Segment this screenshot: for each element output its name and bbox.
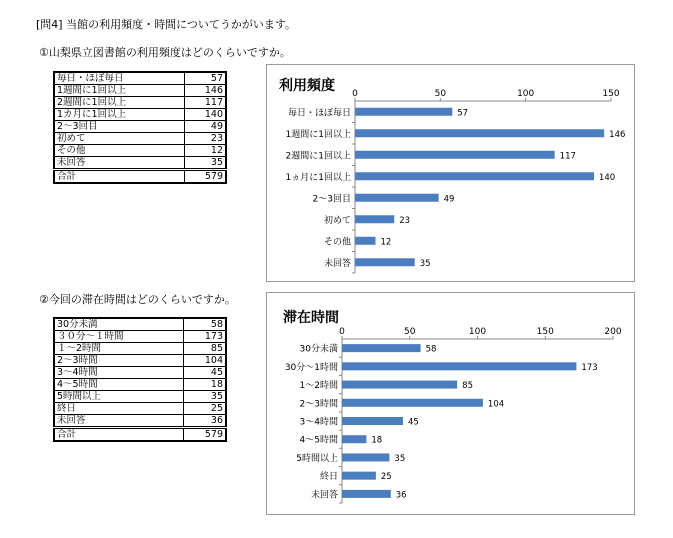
category-label: 初めて: [323, 215, 351, 226]
table-total-row: [54, 428, 226, 442]
bar: [355, 172, 594, 180]
category-label: 30分未満: [299, 344, 338, 355]
bar: [342, 490, 391, 498]
category-label: その他: [323, 237, 351, 248]
row-value: 35: [183, 391, 226, 403]
data-label: 35: [394, 453, 406, 464]
x-tick-label: 50: [434, 89, 447, 99]
bar: [355, 129, 604, 137]
x-tick-label: 100: [517, 89, 535, 99]
data-label: 25: [380, 472, 392, 483]
data-label: 45: [407, 417, 419, 428]
row-value: 58: [183, 318, 226, 331]
bar: [342, 344, 421, 352]
stay-time-table: [53, 317, 227, 442]
table-row: [54, 133, 226, 145]
bar: [342, 399, 483, 407]
row-value: 45: [183, 367, 226, 379]
bar: [342, 435, 366, 443]
category-label: 4～5時間: [299, 435, 338, 446]
frequency-chart-panel: [266, 64, 635, 282]
table-row: [54, 355, 226, 367]
data-label: 35: [419, 258, 431, 269]
data-label: 146: [609, 129, 626, 140]
question-1-heading: ①山梨県立図書館の利用頻度はどのくらいですか。: [39, 46, 291, 59]
table-row: [54, 367, 226, 379]
row-value: 57: [185, 72, 226, 85]
x-tick-label: 100: [468, 327, 487, 337]
x-tick-label: 200: [604, 327, 622, 337]
question-heading: [問4] 当館の利用頻度・時間についてうかがいます。: [36, 18, 296, 31]
bar: [355, 151, 555, 159]
row-label: ３０分～１時間: [54, 331, 183, 343]
category-label: 2～3回目: [312, 194, 351, 205]
row-label: 2週間に1回以上: [54, 97, 185, 109]
frequency-bar-chart: [267, 65, 634, 281]
bar: [342, 417, 403, 425]
x-tick-label: 150: [536, 327, 554, 337]
row-label: 1週間に1回以上: [54, 85, 185, 97]
table-total-row: [54, 170, 226, 184]
category-label: 1週間に1回以上: [285, 129, 351, 140]
row-label: その他: [54, 145, 185, 157]
bar: [355, 215, 394, 223]
table-row: [54, 145, 226, 157]
category-label: 2週間に1回以上: [285, 151, 351, 162]
row-label: 未回答: [54, 415, 183, 428]
row-value: 140: [185, 109, 226, 121]
row-value: 23: [185, 133, 226, 145]
total-label: 合計: [54, 170, 185, 184]
table-row: [54, 157, 226, 170]
table-row: [54, 403, 226, 415]
category-label: 30分～1時間: [284, 362, 338, 373]
category-label: 終日: [319, 472, 338, 483]
table-row: [54, 121, 226, 133]
table-row: [54, 415, 226, 428]
table-row: [54, 391, 226, 403]
row-value: 12: [185, 145, 226, 157]
frequency-table: [53, 71, 227, 184]
row-value: 18: [183, 379, 226, 391]
total-label: 合計: [54, 428, 183, 442]
row-label: 1カ月に1回以上: [54, 109, 185, 121]
row-value: 36: [183, 415, 226, 428]
table-row: [54, 379, 226, 391]
x-tick-label: 50: [404, 327, 416, 337]
data-label: 104: [487, 399, 505, 410]
bar: [355, 258, 415, 266]
table-row: [54, 331, 226, 343]
row-label: 未回答: [54, 157, 185, 170]
row-label: 4～5時間: [54, 379, 183, 391]
row-value: 35: [185, 157, 226, 170]
category-label: 毎日・ほぼ毎日: [287, 108, 351, 119]
row-label: 終日: [54, 403, 183, 415]
table-row: [54, 85, 226, 97]
row-value: 117: [185, 97, 226, 109]
row-value: 25: [183, 403, 226, 415]
stay-time-chart-panel: [266, 292, 635, 515]
data-label: 173: [581, 362, 598, 373]
row-value: 49: [185, 121, 226, 133]
row-label: １～2時間: [54, 343, 183, 355]
row-label: 30分未満: [54, 318, 183, 331]
bar: [342, 453, 389, 461]
table-row: [54, 97, 226, 109]
total-value: 579: [183, 428, 226, 442]
bar: [342, 472, 376, 480]
row-value: 173: [183, 331, 226, 343]
row-label: 毎日・ほぼ毎日: [54, 72, 185, 85]
data-label: 117: [559, 151, 576, 162]
row-label: 初めて: [54, 133, 185, 145]
chart-title: 利用頻度: [279, 78, 335, 94]
x-tick-label: 0: [339, 327, 345, 337]
row-label: 5時間以上: [54, 391, 183, 403]
row-value: 104: [183, 355, 226, 367]
data-label: 85: [462, 381, 474, 392]
table-row: [54, 109, 226, 121]
row-label: 3～4時間: [54, 367, 183, 379]
x-tick-label: 150: [602, 89, 620, 99]
data-label: 140: [598, 172, 616, 183]
stay-time-bar-chart: [267, 293, 634, 514]
data-label: 49: [443, 194, 455, 205]
total-value: 579: [185, 170, 226, 184]
bar: [355, 108, 452, 116]
category-label: 1ヵ月に1回以上: [285, 172, 351, 183]
table-row: [54, 343, 226, 355]
bar: [342, 362, 576, 370]
category-label: 1～2時間: [299, 381, 338, 392]
category-label: 5時間以上: [296, 453, 338, 464]
bar: [355, 194, 439, 202]
row-label: 2～3回目: [54, 121, 185, 133]
table-row: [54, 318, 226, 331]
data-label: 57: [457, 108, 469, 119]
chart-title: 滞在時間: [283, 310, 339, 326]
data-label: 23: [399, 215, 411, 226]
data-label: 12: [380, 237, 392, 248]
data-label: 36: [395, 490, 407, 501]
data-label: 18: [371, 435, 383, 446]
x-tick-label: 0: [352, 89, 358, 99]
category-label: 2～3時間: [299, 399, 338, 410]
row-value: 146: [185, 85, 226, 97]
row-label: 2～3時間: [54, 355, 183, 367]
bar: [342, 381, 457, 389]
question-2-heading: ②今回の滞在時間はどのくらいですか。: [39, 293, 236, 306]
row-value: 85: [183, 343, 226, 355]
table-row: [54, 72, 226, 85]
category-label: 未回答: [323, 258, 351, 269]
bar: [355, 237, 375, 245]
category-label: 3～4時間: [299, 417, 338, 428]
category-label: 未回答: [310, 490, 338, 501]
data-label: 58: [425, 344, 437, 355]
